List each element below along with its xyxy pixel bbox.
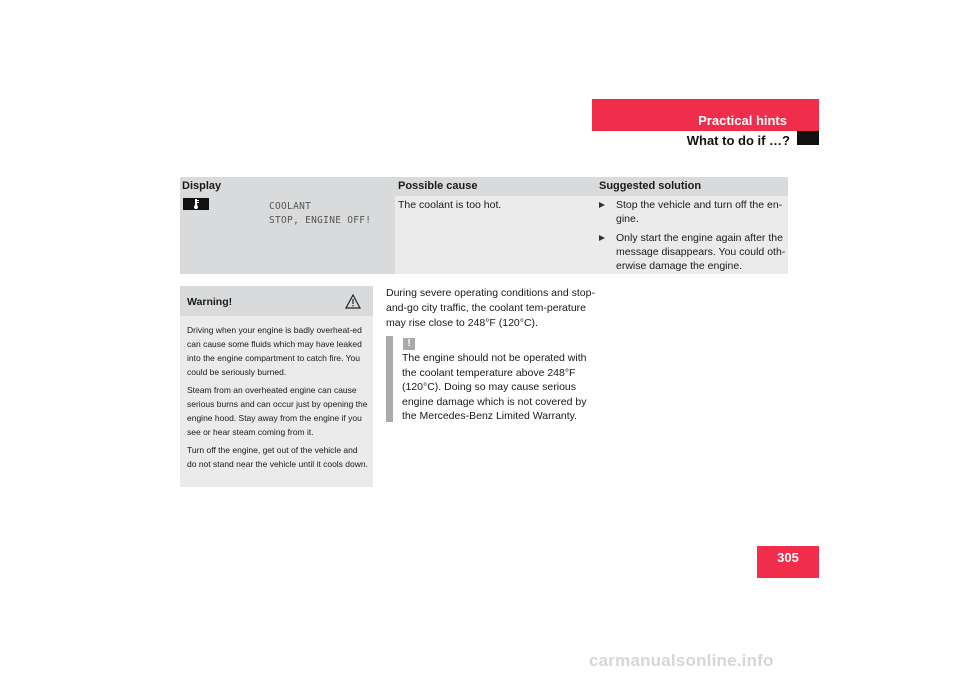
column-suggested-solution: Suggested solution — [599, 180, 702, 192]
suggested-solutions — [598, 198, 786, 278]
warning-paragraph: Driving when your engine is badly overheat-ed can cause some fluids which may have leaked into the engine compartment to catch fire. You could be seriously burned. — [187, 325, 362, 377]
note-bar — [386, 336, 393, 422]
warning-title: Warning! — [187, 296, 233, 308]
warning-body — [187, 323, 369, 475]
header-marker — [797, 131, 819, 145]
subsection-title: What to do if …? — [686, 133, 790, 148]
display-message — [269, 200, 371, 228]
page-number-block — [757, 546, 819, 578]
warning-header — [180, 286, 373, 316]
warning-box — [180, 286, 373, 487]
note-text: The engine should not be operated with the coolant temperature above 248°F (120°C). Doing so may cause serious engine damage which is not covered by the Mercedes-Benz Limited Warranty. — [402, 352, 587, 422]
coolant-temperature-icon — [183, 198, 209, 210]
possible-cause-text: The coolant is too hot. — [398, 199, 502, 211]
table-header — [180, 177, 788, 196]
bullet-arrow-icon — [599, 202, 605, 208]
column-possible-cause: Possible cause — [398, 180, 478, 192]
display-line-2: STOP, ENGINE OFF! — [269, 215, 372, 226]
body-paragraph: During severe operating conditions and stop-and-go city traffic, the coolant tem-perature may rise close to 248°F (120°C). — [386, 287, 595, 329]
note-box — [386, 336, 586, 422]
section-title: Practical hints — [698, 113, 787, 128]
display-line-1: COOLANT — [269, 201, 312, 212]
table-row — [180, 196, 788, 274]
warning-triangle-icon — [345, 294, 361, 314]
bullet-arrow-icon — [599, 235, 605, 241]
page-number: 305 — [777, 550, 799, 565]
solution-item: Stop the vehicle and turn off the en-gine. — [598, 198, 786, 226]
warning-paragraph: Steam from an overheated engine can cause serious burns and can occur just by opening the engine hood. Stay away from the engine if you see or hear steam coming from it. — [187, 385, 368, 437]
exclamation-icon: ! — [403, 338, 415, 350]
column-display: Display — [182, 180, 222, 192]
section-header-block — [592, 99, 819, 131]
solution-item: Only start the engine again after the message disappears. You could oth-erwise damage the engine. — [598, 231, 786, 273]
warning-paragraph: Turn off the engine, get out of the vehicle and do not stand near the vehicle until it cools down. — [187, 445, 368, 469]
display-cell — [180, 196, 395, 274]
watermark: carmanualsonline.info — [589, 651, 774, 670]
